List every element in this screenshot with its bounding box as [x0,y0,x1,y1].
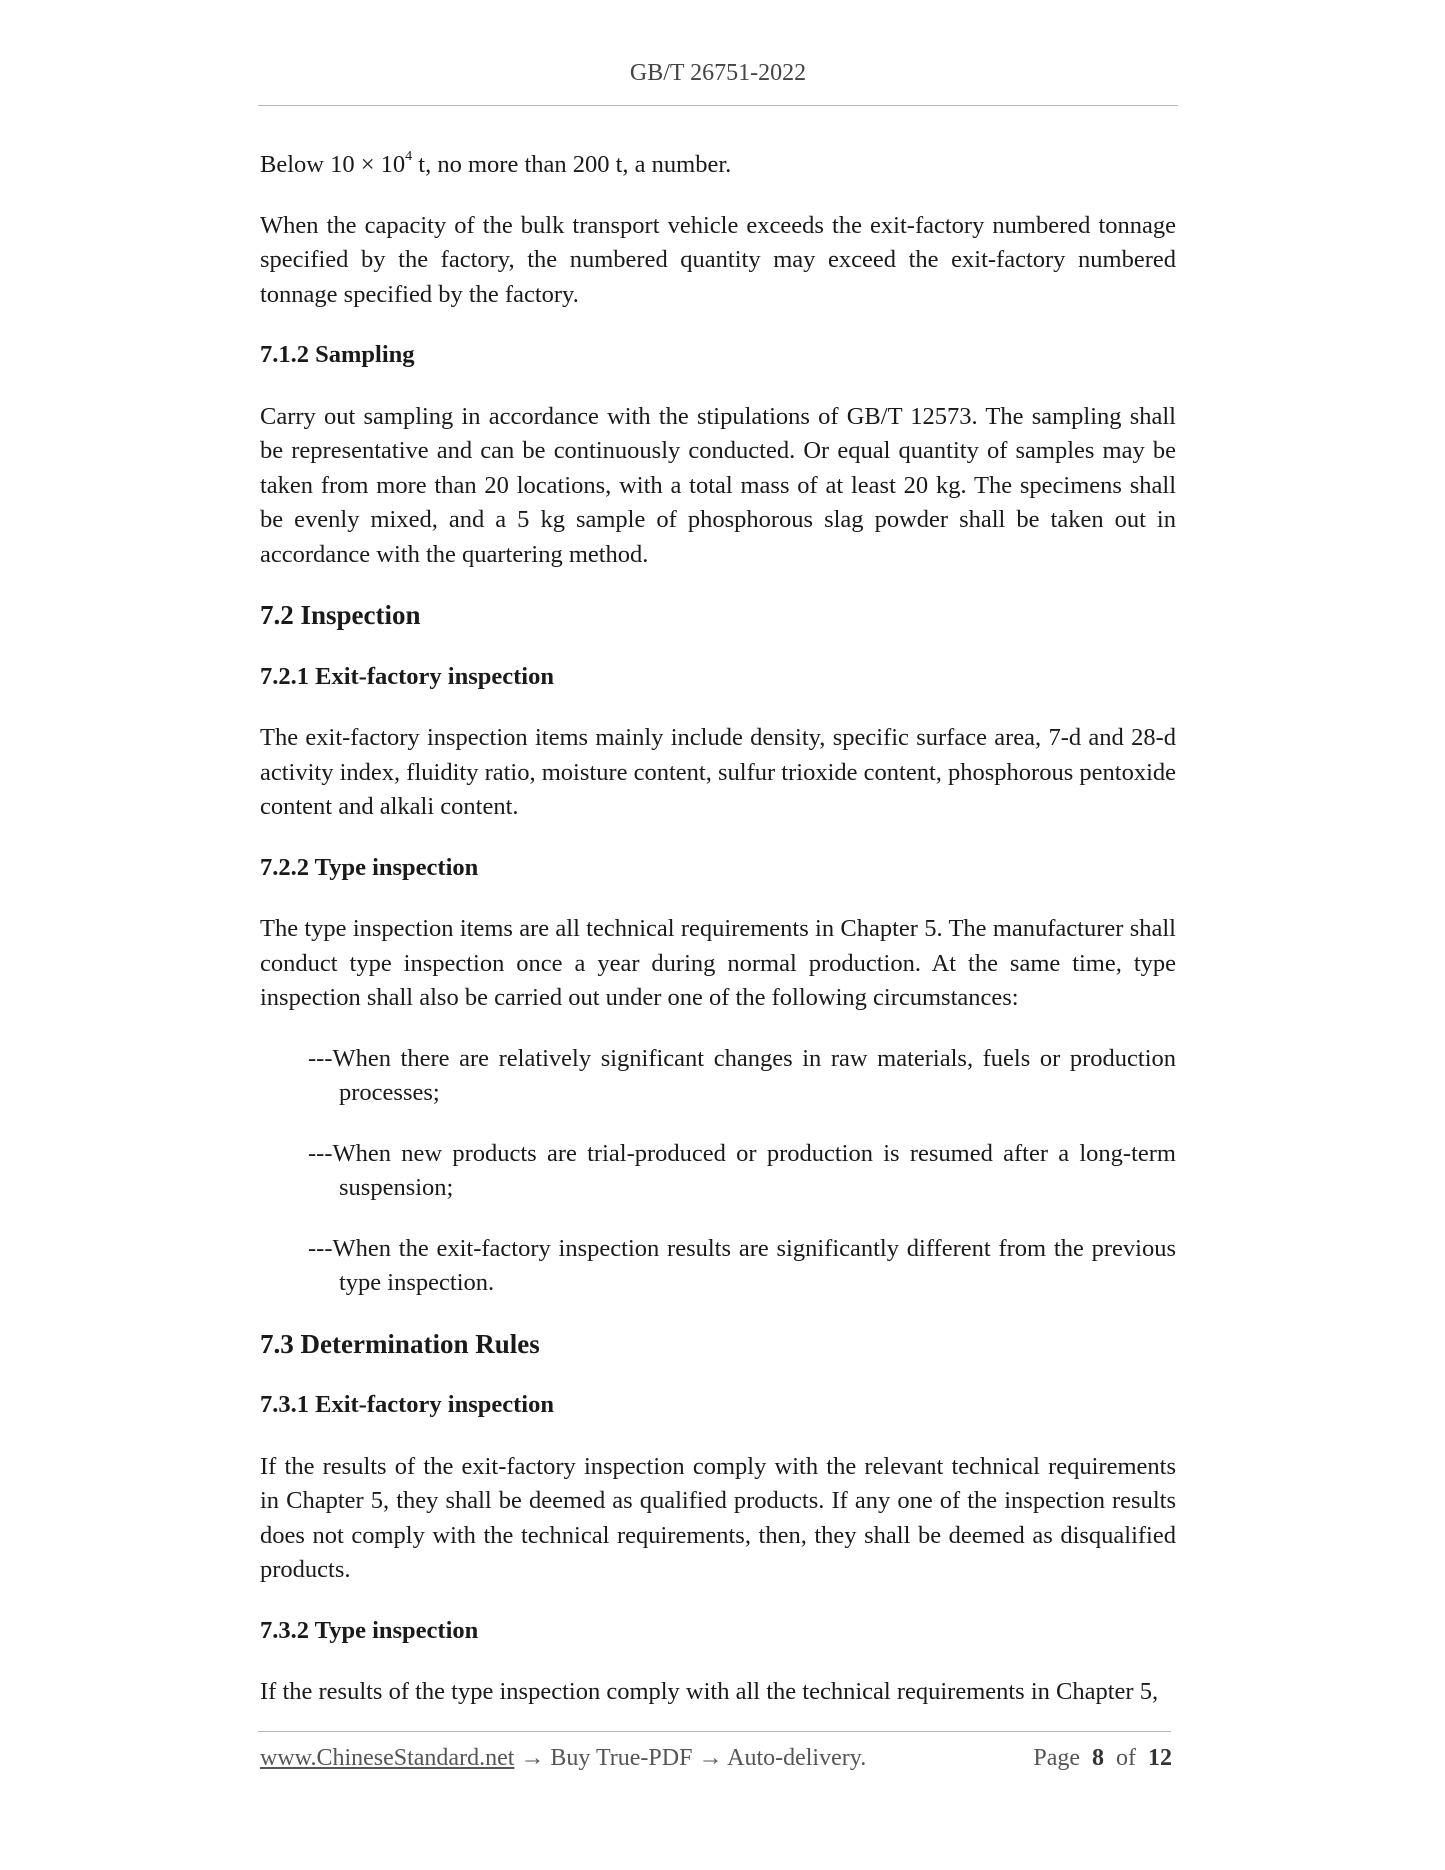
footer-promo [260,1745,866,1772]
exponent: 4 [405,148,413,164]
paragraph-sampling: Carry out sampling in accordance with the stipulations of GB/T 12573. The sampling shall be representative and can be continuously conducted. Or equal quantity of samples may be taken from more than 20 locations, with a total mass of at least 20 kg. The specimens shall be evenly mixed, and a 5 kg sample of phosphorous slag powder shall be taken out in accordance with the quartering method. [260,402,1176,568]
paragraph-type-rule: If the results of the type inspection comply with all the technical requirements in Chapter 5, [260,1678,1159,1705]
footer-tail: → Buy True-PDF → Auto-delivery. [514,1745,867,1771]
page-number [1033,1745,1172,1772]
page-footer [260,1745,1172,1772]
numbering-text: Below 10 × 10 [260,151,406,178]
total-pages: 12 [1148,1745,1172,1771]
numbering-suffix: t, no more than 200 t, a number. [412,151,732,178]
heading-7-2: 7.2 Inspection [260,600,421,630]
list-item: ---When the exit-factory inspection results are significantly different from the previous type inspection. [308,1234,1176,1296]
heading-7-2-1: 7.2.1 Exit-factory inspection [260,662,554,690]
list-item: ---When new products are trial-produced or production is resumed after a long-term suspension; [308,1139,1176,1201]
current-page: 8 [1092,1745,1104,1771]
heading-7-3-1: 7.3.1 Exit-factory inspection [260,1391,554,1418]
paragraph-type-items: The type inspection items are all technical requirements in Chapter 5. The manufacturer shall conduct type inspection once a year during normal production. At the same time, type inspection shall also be carried out under one of the following circumstances: [260,915,1176,1011]
heading-7-3: 7.3 Determination Rules [260,1328,540,1359]
numbering-line [260,148,1176,183]
of-label: of [1116,1745,1136,1771]
paragraph-exit-factory-rule: If the results of the exit-factory inspection comply with the relevant technical requirements in Chapter 5, they shall be deemed as qualified products. If any one of the inspection results does not comply with the technical requirements, then, they shall be deemed as disqualified products. [260,1452,1176,1583]
paragraph-exit-factory-items: The exit-factory inspection items mainly include density, specific surface area, 7-d and 28-d activity index, fluidity ratio, moisture content, sulfur trioxide content, phosphorous pentoxide content and alkali content. [260,724,1176,820]
heading-7-1-2: 7.1.2 Sampling [260,341,415,368]
paragraph-capacity: When the capacity of the bulk transport vehicle exceeds the exit-factory numbered tonnage specified by the factory, the numbered quantity may exceed the exit-factory numbered tonnage specified by the factory. [260,211,1176,308]
heading-7-3-2: 7.3.2 Type inspection [260,1616,479,1644]
page-label: Page [1033,1745,1080,1771]
list-item: ---When there are relatively significant changes in raw materials, fuels or production processes; [308,1044,1176,1106]
page-header: GB/T 26751-2022 [629,60,807,86]
heading-7-2-2: 7.2.2 Type inspection [260,853,479,881]
header-divider [258,105,1178,106]
page-content [260,148,1176,1736]
site-link[interactable]: www.ChineseStandard.net [260,1745,515,1771]
footer-divider [258,1731,1171,1732]
